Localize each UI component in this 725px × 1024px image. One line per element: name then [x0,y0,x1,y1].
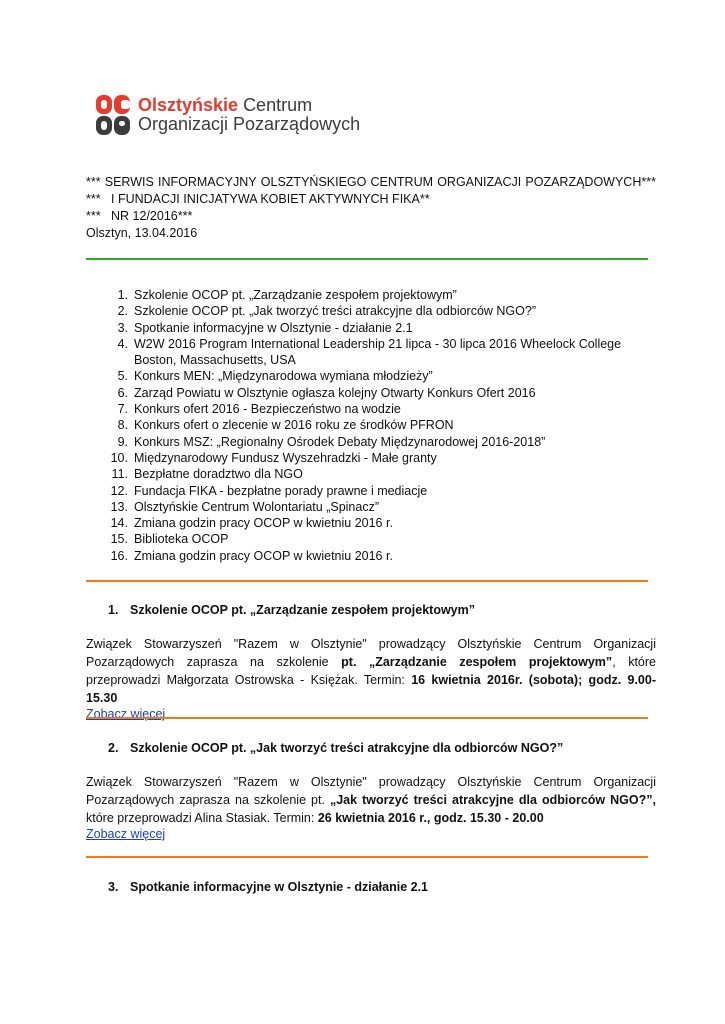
see-more-link[interactable]: Zobacz więcej [86,827,166,841]
toc-item[interactable] [106,434,666,450]
toc-text: Zmiana godzin pracy OCOP w kwietniu 2016 r. [134,548,393,563]
toc-item[interactable] [106,368,666,384]
article-body [86,635,656,707]
toc-text: Spotkanie informacyjne w Olsztynie - działanie 2.1 [134,320,413,335]
toc-item[interactable] [106,287,666,303]
toc-text: W2W 2016 Program International Leadership 21 lipca - 30 lipca 2016 Wheelock College Boston, Massachusetts, USA [134,336,622,368]
header-word: INFORMACYJNY [158,175,257,189]
header-word: POZARZĄDOWYCH*** [525,175,656,189]
toc-item[interactable] [106,483,666,499]
logo-block-c [114,95,130,114]
toc-item[interactable] [106,466,666,482]
toc-text: Konkurs MEN: „Międzynarodowa wymiana młodzieży” [134,369,433,384]
ocop-logo [96,95,360,135]
toc-text: Międzynarodowy Fundusz Wyszehradzki - Małe granty [134,450,437,465]
article-title [108,741,656,755]
orange-divider [86,856,648,858]
body-text: które przeprowadzi Alina Stasiak. Termin: [86,811,318,825]
header-line2: *** I FUNDACJI INICJATYWA KOBIET AKTYWNYCH FIKA** [86,192,430,206]
toc-num: 3. [117,320,128,335]
toc-text: Zarząd Powiatu w Olsztynie ogłasza kolejny Otwarty Konkurs Ofert 2016 [134,385,536,400]
body-bold: „Jak tworzyć treści atrakcyjne dla odbiorców NGO?”, [329,793,656,807]
newsletter-header [86,174,656,242]
toc-text: Konkurs MSZ: „Regionalny Ośrodek Debaty Międzynarodowej 2016-2018” [134,434,546,449]
toc-text: Fundacja FIKA - bezpłatne porady prawne i mediacje [134,483,428,498]
body-bold-date: 26 kwietnia 2016 r., godz. 15.30 - 20.00 [317,811,544,825]
toc-num: 1. [117,288,128,302]
toc-num: 5. [117,369,128,384]
logo-word-olsztynskie: Olsztyńskie [138,95,239,115]
toc-item[interactable] [106,401,666,417]
header-date: Olsztyn, 13.04.2016 [86,226,198,240]
toc-num: 10. [110,450,128,465]
toc-num: 4. [117,336,128,351]
toc-text: Szkolenie OCOP pt. „Zarządzanie zespołem projektowym” [134,288,457,302]
toc-num: 12. [110,483,128,498]
toc-num: 11. [111,467,128,482]
toc-item[interactable] [106,450,666,466]
table-of-contents [106,287,666,564]
toc-num: 16. [110,548,128,563]
toc-item[interactable] [106,303,666,319]
logo-line2: Organizacji Pozarządowych [138,114,361,134]
orange-divider [86,580,648,582]
article-title [108,880,656,894]
article-num: 2. [108,741,119,755]
toc-text: Olsztyńskie Centrum Wolontariatu „Spinacz” [134,499,379,514]
article-title-text: Szkolenie OCOP pt. „Zarządzanie zespołem projektowym” [130,603,475,617]
article-title-text: Spotkanie informacyjne w Olsztynie - działanie 2.1 [130,880,429,894]
toc-num: 8. [117,418,128,433]
toc-item[interactable] [106,417,666,433]
body-text: Związek Stowarzyszeń "Razem w Olsztynie" prowadzący Olsztyńskie Centrum Organizacji Pozarządowych zaprasza na szkolenie [86,637,656,669]
header-line3: *** NR 12/2016*** [86,209,193,223]
article-num: 3. [108,880,119,894]
toc-text: Szkolenie OCOP pt. „Jak tworzyć treści atrakcyjne dla odbiorców NGO?” [134,304,536,319]
article-num: 1. [108,603,119,617]
logo-text [138,96,360,134]
toc-num: 13. [110,499,128,514]
header-word: OLSZTYŃSKIEGO [260,175,367,189]
toc-item[interactable] [106,385,666,401]
toc-item[interactable] [106,515,666,531]
article-title-text: Szkolenie OCOP pt. „Jak tworzyć treści atrakcyjne dla odbiorców NGO?” [130,741,564,755]
logo-block-o [96,95,112,114]
body-text: , które przeprowadzi Małgorzata Ostrowska - Księżak. Termin: [86,655,656,687]
body-bold: pt. „Zarządzanie zespołem projektowym” [341,655,613,669]
header-word: SERWIS [104,175,154,189]
toc-text: Bezpłatne doradztwo dla NGO [134,467,303,482]
logo-block-o2 [96,116,112,135]
toc-num: 6. [117,385,128,400]
see-more-link[interactable]: Zobacz więcej [86,707,166,721]
logo-word-centrum: Centrum [243,95,313,115]
toc-item[interactable] [106,531,666,547]
toc-num: 14. [110,516,128,531]
toc-text: Konkurs ofert o zlecenie w 2016 roku ze środków PFRON [134,418,454,433]
toc-item[interactable] [106,336,666,369]
toc-item[interactable] [106,499,666,515]
toc-num: 15. [110,532,128,547]
article-title [108,603,656,617]
toc-text: Biblioteka OCOP [134,532,229,547]
toc-text: Konkurs ofert 2016 - Bezpieczeństwo na wodzie [134,402,401,417]
header-word: ORGANIZACJI [437,175,522,189]
toc-num: 9. [117,434,128,449]
article-1 [86,603,656,721]
header-word: *** [86,175,101,189]
body-text: Związek Stowarzyszeń "Razem w Olsztynie" prowadzący Olsztyńskie Centrum Organizacji Pozarządowych zaprasza na szkolenie pt. [86,775,656,807]
toc-item[interactable] [106,320,666,336]
toc-num: 7. [117,402,128,417]
logo-block-p [114,116,130,135]
header-word: CENTRUM [370,175,434,189]
ocop-logo-mark [96,95,130,135]
green-divider [86,258,648,260]
article-2 [86,741,656,841]
toc-num: 2. [117,304,128,319]
orange-divider [86,717,648,719]
toc-text: Zmiana godzin pracy OCOP w kwietniu 2016 r. [134,516,393,531]
body-bold-date: 16 kwietnia 2016r. (sobota); godz. 9.00-15.30 [86,673,656,705]
article-body [86,773,656,827]
header-line1 [86,174,656,191]
article-3 [86,880,656,912]
toc-item[interactable] [106,548,666,564]
